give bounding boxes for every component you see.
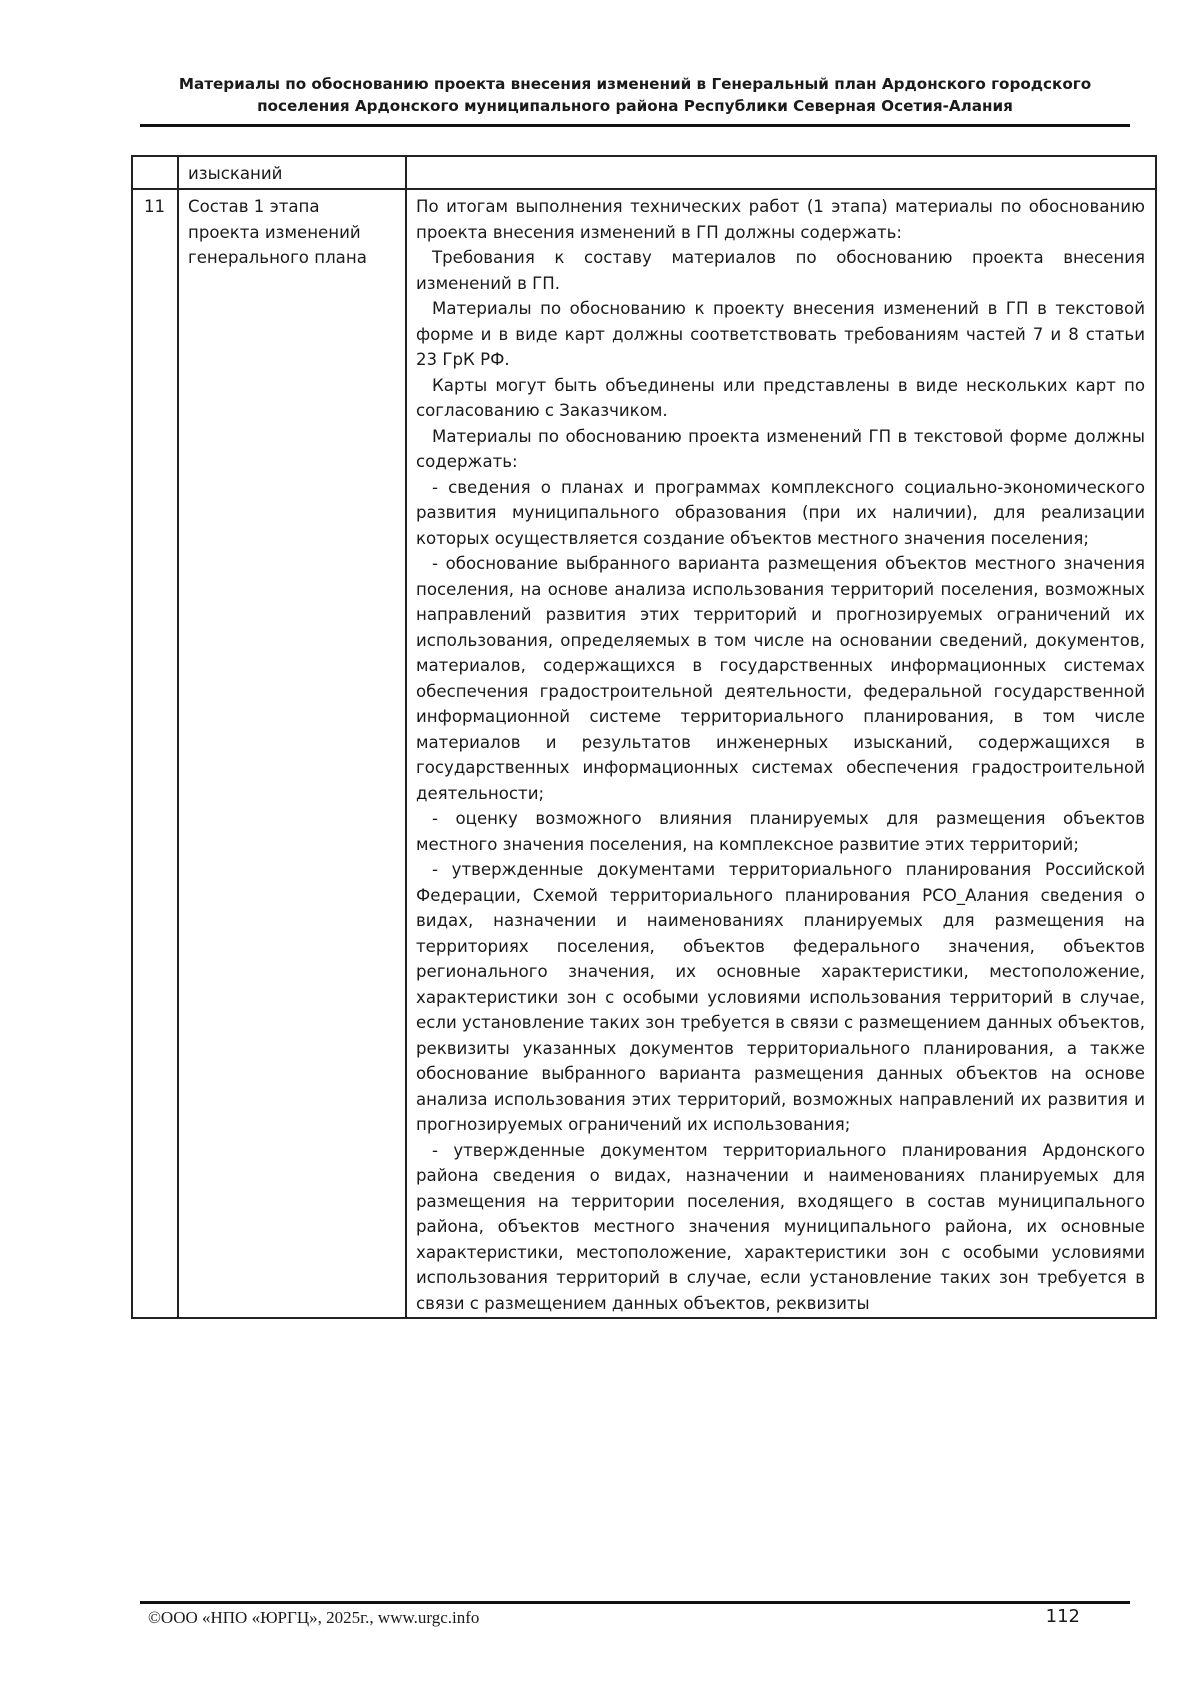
list-item: - сведения о планах и программах комплексного социально-экономического развития муниципального образования (при их наличии), для реализации которых осуществляется создание объектов местного значения поселения; <box>416 477 1145 548</box>
header-divider <box>140 124 1130 127</box>
header-line-1: Материалы по обоснованию проекта внесения изменений в Генеральный план Ардонского городского <box>178 75 1092 93</box>
content-paragraph: Требования к составу материалов по обоснованию проекта внесения изменений в ГП. <box>416 248 1145 293</box>
table-row <box>132 156 1156 189</box>
content-paragraph: По итогам выполнения технических работ (1 этапа) материалы по обоснованию проекта внесения изменений в ГП должны содержать: <box>416 197 1145 242</box>
row-number-cell: 11 <box>132 189 178 1318</box>
list-item: - обоснование выбранного варианта размещения объектов местного значения поселения, на основе анализа использования территорий поселения, возможных направлений развития этих территорий и прогнозируемых ограничений их использования, определяемых в том числе на основании сведений, документов, материалов, содержащихся в государственных информационных системах обеспечения градостроительной деятельности, федеральной государственной информационной системе территориального планирования, в том числе материалов и результатов инженерных изысканий, содержащихся в государственных информационных системах обеспечения градостроительной деятельности; <box>416 554 1145 803</box>
content-paragraph: Карты могут быть объединены или представлены в виде нескольких карт по согласованию с Заказчиком. <box>416 375 1145 420</box>
row-number-cell <box>132 156 178 189</box>
document-header <box>140 73 1130 117</box>
requirements-table <box>131 155 1157 1319</box>
list-item: - утвержденные документом территориального планирования Ардонского района сведения о видах, назначении и наименованиях планируемых для размещения на территории поселения, входящего в состав муниципального района, объектов местного значения муниципального района, их основные характеристики, местоположение, характеристики зон с особыми условиями использования территорий в случае, если установление таких зон требуется в связи с размещением данных объектов, реквизиты <box>416 1140 1145 1313</box>
table-row <box>132 189 1156 1318</box>
row-name-cell: Состав 1 этапа проекта изменений генерального плана <box>178 189 406 1318</box>
list-item: - утвержденные документами территориального планирования Российской Федерации, Схемой территориального планирования РСО_Алания сведения о видах, назначении и наименованиях планируемых для размещения на территориях поселения, объектов федерального значения, объектов регионального значения, их основные характеристики, местоположение, характеристики зон с особыми условиями использования территорий в случае, если установление таких зон требуется в связи с размещением данных объектов, реквизиты указанных документов территориального планирования, а также обоснование выбранного варианта размещения данных объектов на основе анализа использования этих территорий, возможных направлений их развития и прогнозируемых ограничений их использования; <box>416 860 1145 1134</box>
header-line-2: поселения Ардонского муниципального района Республики Северная Осетия-Алания <box>257 97 1013 115</box>
content-paragraph: Материалы по обоснованию к проекту внесения изменений в ГП в текстовой форме и в виде карт должны соответствовать требованиям частей 7 и 8 статьи 23 ГрК РФ. <box>416 299 1145 369</box>
content-paragraph: Материалы по обоснованию проекта изменений ГП в текстовой форме должны содержать: <box>416 426 1145 471</box>
row-content-cell <box>406 156 1156 189</box>
page-number: 112 <box>1045 1606 1080 1627</box>
footer-divider <box>140 1601 1130 1604</box>
row-content-cell <box>406 189 1156 1318</box>
footer-copyright: ©ООО «НПО «ЮРГЦ», 2025г., www.urgc.info <box>148 1608 480 1627</box>
row-name-cell: изысканий <box>178 156 406 189</box>
list-item: - оценку возможного влияния планируемых для размещения объектов местного значения поселения, на комплексное развитие этих территорий; <box>416 809 1145 854</box>
